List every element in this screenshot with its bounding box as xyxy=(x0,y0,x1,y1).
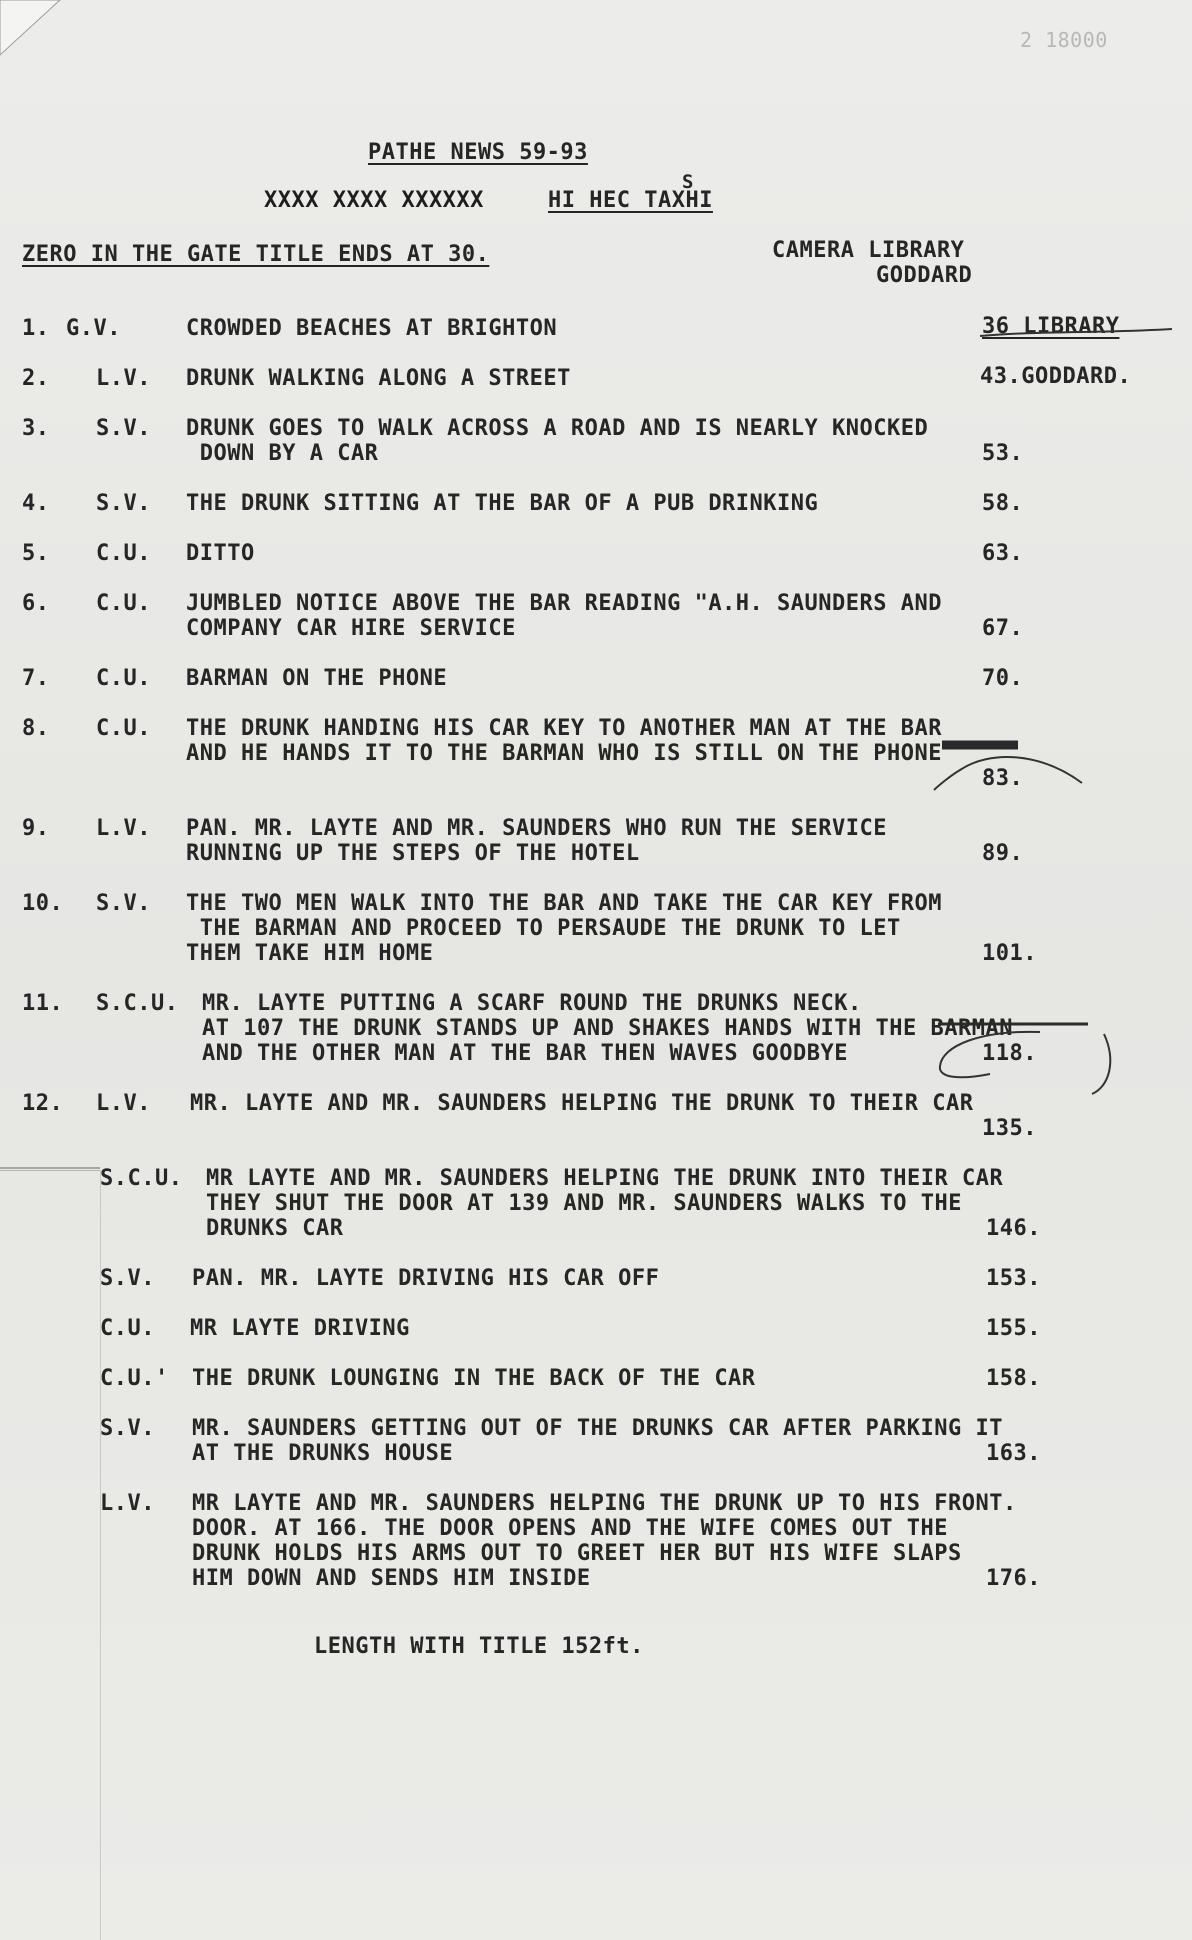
shot-footage: 53. xyxy=(982,441,1024,466)
shot-type: C.U. xyxy=(96,591,151,616)
shot-type: C.U. xyxy=(96,666,151,691)
shot-description: AT THE DRUNKS HOUSE xyxy=(192,1441,454,1466)
shot-description: DRUNKS CAR xyxy=(206,1216,344,1241)
shot-description: HIM DOWN AND SENDS HIM INSIDE xyxy=(192,1566,591,1591)
shot-type: S.V. xyxy=(96,891,151,916)
shot-description: THE TWO MEN WALK INTO THE BAR AND TAKE THE CAR KEY FROM xyxy=(186,891,942,916)
shot-description: MR. LAYTE PUTTING A SCARF ROUND THE DRUNKS NECK. xyxy=(202,991,862,1016)
shot-number: 6. xyxy=(22,591,50,616)
struck-title: XXXX XXXX XXXXXX xyxy=(264,188,484,213)
shot-footage: 70. xyxy=(982,666,1024,691)
shot-number: 11. xyxy=(22,991,64,1016)
shot-footage: 155. xyxy=(986,1316,1041,1341)
shot-footage: 83. xyxy=(982,766,1024,791)
shot-number: 10. xyxy=(22,891,64,916)
shot-footage: 153. xyxy=(986,1266,1041,1291)
shot-type: L.V. xyxy=(96,366,151,391)
shot-description: JUMBLED NOTICE ABOVE THE BAR READING "A.H. SAUNDERS AND xyxy=(186,591,942,616)
shot-type: C.U.' xyxy=(100,1366,169,1391)
shot-footage: 58. xyxy=(982,491,1024,516)
shot-description: THEM TAKE HIM HOME xyxy=(186,941,434,966)
shot-number: 2. xyxy=(22,366,50,391)
shot-type: C.U. xyxy=(100,1316,155,1341)
shot-footage: 146. xyxy=(986,1216,1041,1241)
shot-description: THE DRUNK SITTING AT THE BAR OF A PUB DRINKING xyxy=(186,491,819,516)
shot-type: L.V. xyxy=(96,816,151,841)
shot-footage: 63. xyxy=(982,541,1024,566)
shot-description: THE DRUNK HANDING HIS CAR KEY TO ANOTHER MAN AT THE BAR xyxy=(186,716,942,741)
shot-number: 3. xyxy=(22,416,50,441)
shot-description: DOWN BY A CAR xyxy=(186,441,379,466)
shot-footage: 67. xyxy=(982,616,1024,641)
subtitle: HI HEC TAXHI xyxy=(548,188,713,213)
shot-number: 7. xyxy=(22,666,50,691)
shot-description: MR LAYTE AND MR. SAUNDERS HELPING THE DRUNK UP TO HIS FRONT. xyxy=(192,1491,1017,1516)
shot-number: 12. xyxy=(22,1091,64,1116)
shot-description: DOOR. AT 166. THE DOOR OPENS AND THE WIFE COMES OUT THE xyxy=(192,1516,948,1541)
shot-description: AND THE OTHER MAN AT THE BAR THEN WAVES GOODBYE xyxy=(202,1041,849,1066)
shot-type: S.V. xyxy=(100,1266,155,1291)
shot-type: C.U. xyxy=(96,541,151,566)
shot-description: BARMAN ON THE PHONE xyxy=(186,666,448,691)
shot-footage: 135. xyxy=(982,1116,1037,1141)
shot-description: DRUNK WALKING ALONG A STREET xyxy=(186,366,571,391)
shot-description: AND HE HANDS IT TO THE BARMAN WHO IS STILL ON THE PHONE xyxy=(186,741,942,766)
shot-number: 8. xyxy=(22,716,50,741)
shot-type: L.V. xyxy=(96,1091,151,1116)
shot-number: 4. xyxy=(22,491,50,516)
shot-description: CROWDED BEACHES AT BRIGHTON xyxy=(186,316,558,341)
shot-description: DITTO xyxy=(186,541,255,566)
zero-note: ZERO IN THE GATE TITLE ENDS AT 30. xyxy=(22,242,490,267)
shot-description: THEY SHUT THE DOOR AT 139 AND MR. SAUNDERS WALKS TO THE xyxy=(206,1191,962,1216)
shot-description: COMPANY CAR HIRE SERVICE xyxy=(186,616,516,641)
shot-description: PAN. MR. LAYTE AND MR. SAUNDERS WHO RUN THE SERVICE xyxy=(186,816,888,841)
shot-footage: 176. xyxy=(986,1566,1041,1591)
shot-footage: 43.GODDARD. xyxy=(980,364,1132,389)
shot-description: DRUNK HOLDS HIS ARMS OUT TO GREET HER BUT HIS WIFE SLAPS xyxy=(192,1541,962,1566)
shot-description: DRUNK GOES TO WALK ACROSS A ROAD AND IS NEARLY KNOCKED xyxy=(186,416,929,441)
shot-number: 5. xyxy=(22,541,50,566)
library-label: CAMERA LIBRARY xyxy=(772,238,965,263)
shot-type: S.C.U. xyxy=(100,1166,183,1191)
shot-footage: 101. xyxy=(982,941,1037,966)
torn-corner xyxy=(0,0,70,70)
shot-type: L.V. xyxy=(100,1491,155,1516)
length-note: LENGTH WITH TITLE 152ft. xyxy=(314,1634,644,1659)
shot-footage: 89. xyxy=(982,841,1024,866)
shot-type: S.V. xyxy=(96,491,151,516)
shot-type: G.V. xyxy=(66,316,121,341)
shot-footage: 36 LIBRARY xyxy=(982,314,1120,339)
shot-number: 9. xyxy=(22,816,50,841)
shot-footage: 158. xyxy=(986,1366,1041,1391)
page-title: PATHE NEWS 59-93 xyxy=(368,140,588,165)
shot-description: MR. SAUNDERS GETTING OUT OF THE DRUNKS CAR AFTER PARKING IT xyxy=(192,1416,1003,1441)
shot-description: PAN. MR. LAYTE DRIVING HIS CAR OFF xyxy=(192,1266,660,1291)
shot-description: MR LAYTE AND MR. SAUNDERS HELPING THE DRUNK INTO THEIR CAR xyxy=(206,1166,1004,1191)
paper-fold-edge xyxy=(0,1170,101,1940)
shot-type: S.V. xyxy=(96,416,151,441)
subtitle-correction: S xyxy=(682,171,694,193)
shot-type: C.U. xyxy=(96,716,151,741)
shot-type: S.V. xyxy=(100,1416,155,1441)
shot-description: THE DRUNK LOUNGING IN THE BACK OF THE CAR xyxy=(192,1366,756,1391)
shot-description: MR LAYTE DRIVING xyxy=(190,1316,410,1341)
shot-description: THE BARMAN AND PROCEED TO PERSAUDE THE DRUNK TO LET xyxy=(186,916,901,941)
shot-footage: 163. xyxy=(986,1441,1041,1466)
shot-description: RUNNING UP THE STEPS OF THE HOTEL xyxy=(186,841,640,866)
shot-number: 1. xyxy=(22,316,50,341)
shot-description: AT 107 THE DRUNK STANDS UP AND SHAKES HANDS WITH THE BARMAN xyxy=(202,1016,1013,1041)
shot-type: S.C.U. xyxy=(96,991,179,1016)
shot-footage: 118. xyxy=(982,1041,1037,1066)
shot-description: MR. LAYTE AND MR. SAUNDERS HELPING THE DRUNK TO THEIR CAR xyxy=(190,1091,974,1116)
library-name: GODDARD xyxy=(876,263,973,288)
ref-mark: 2 18000 xyxy=(1020,28,1108,52)
